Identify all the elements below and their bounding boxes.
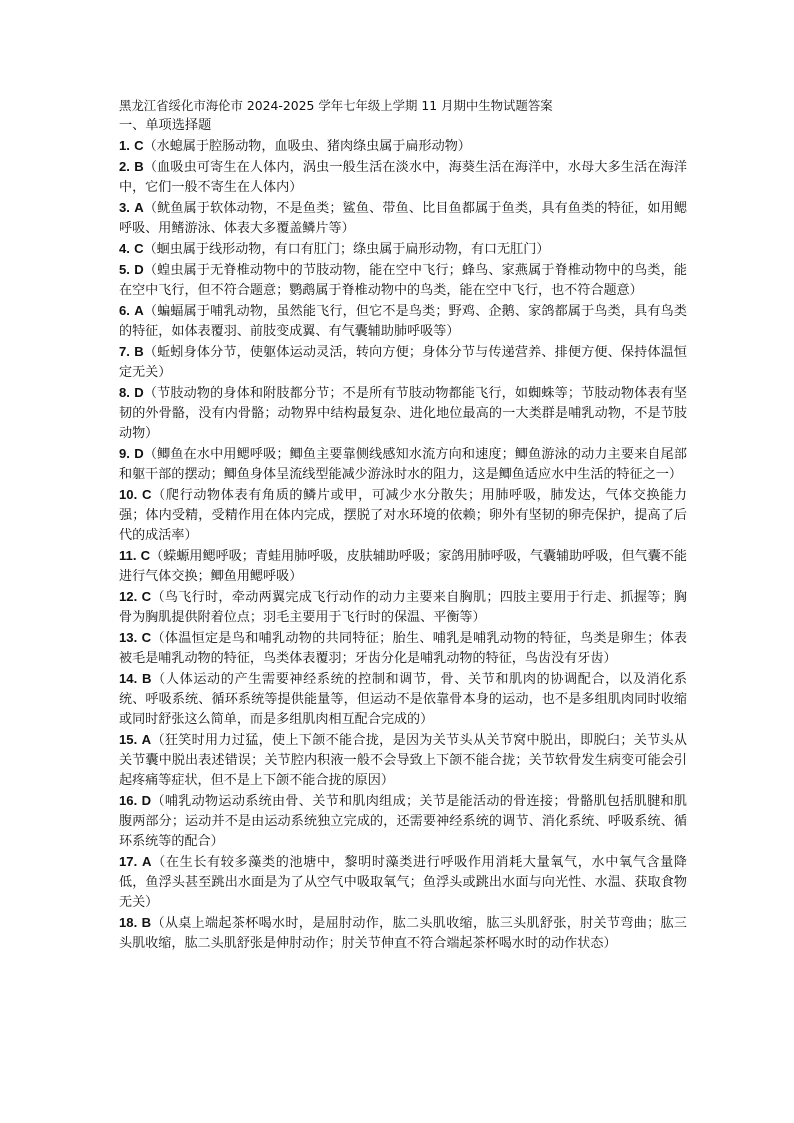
answer-explanation: （哺乳动物运动系统由骨、关节和肌肉组成；关节是能活动的骨连接；骨骼肌包括肌腱和肌腹两部分；运动并不是由运动系统独立完成的，还需要神经系统的调节、消化系统、呼吸系统、循环系统等的配合） xyxy=(119,794,687,849)
answer-explanation: （节肢动物的身体和附肢都分节；不是所有节肢动物都能飞行，如蜘蛛等；节肢动物体表有坚韧的外骨骼，没有内骨骼；动物界中结构最复杂、进化地位最高的一大类群是哺乳动物，不是节肢动物） xyxy=(119,386,687,441)
answer-letter: B xyxy=(134,159,144,174)
answer-item xyxy=(119,546,687,587)
document-page xyxy=(119,96,687,954)
answer-letter: D xyxy=(141,793,152,808)
answer-explanation: （鸟飞行时，牵动两翼完成飞行动作的动力主要来自胸肌；四肢主要用于行走、抓握等；胸骨为胸肌提供附着位点；羽毛主要用于飞行时的保温、平衡等） xyxy=(119,590,687,625)
answer-explanation: （鱿鱼属于软体动物，不是鱼类；鲨鱼、带鱼、比目鱼都属于鱼类，具有鱼类的特征，如用鳃呼吸、用鳍游泳、体表大多覆盖鳞片等） xyxy=(119,201,687,236)
answer-letter: C xyxy=(140,548,151,563)
answer-item xyxy=(119,342,687,383)
question-number: 10. xyxy=(119,487,138,502)
answer-item xyxy=(119,485,687,546)
question-number: 11. xyxy=(119,548,137,563)
question-number: 12. xyxy=(119,589,138,604)
question-number: 18. xyxy=(119,915,138,930)
answer-letter: D xyxy=(134,385,144,400)
answer-item xyxy=(119,913,687,954)
answer-item xyxy=(119,628,687,669)
answer-letter: C xyxy=(141,630,152,645)
answer-item xyxy=(119,239,687,260)
answer-explanation: （人体运动的产生需要神经系统的控制和调节，骨、关节和肌肉的协调配合，以及消化系统、呼吸系统、循环系统等提供能量等，但运动不是依靠骨本身的运动，也不是多组肌肉同时收缩或同时舒张这么简单，而是多组肌肉相互配合完成的） xyxy=(119,672,688,727)
answer-letter: D xyxy=(134,262,144,277)
question-number: 2. xyxy=(119,159,130,174)
answer-explanation: （蝙蝠属于哺乳动物，虽然能飞行，但它不是鸟类；野鸡、企鹅、家鸽都属于鸟类，具有鸟类的特征，如体表覆羽、前肢变成翼、有气囊辅助肺呼吸等） xyxy=(119,304,687,339)
answer-item xyxy=(119,852,687,913)
answer-letter: A xyxy=(142,854,152,869)
answer-item xyxy=(119,383,687,444)
question-number: 13. xyxy=(119,630,138,645)
answer-letter: B xyxy=(141,915,152,930)
answer-letter: B xyxy=(134,344,144,359)
answer-letter: A xyxy=(134,200,144,215)
question-number: 14. xyxy=(119,671,138,686)
question-number: 16. xyxy=(119,793,138,808)
answer-letter: A xyxy=(134,303,144,318)
answer-item xyxy=(119,136,687,157)
answer-item xyxy=(119,730,687,791)
answer-letter: C xyxy=(134,241,144,256)
answer-item xyxy=(119,157,687,198)
question-number: 4. xyxy=(119,241,130,256)
answer-item xyxy=(119,301,687,342)
document-title: 黑龙江省绥化市海伦市 2024-2025 学年七年级上学期 11 月期中生物试题答案 xyxy=(119,98,553,113)
answer-list xyxy=(119,136,687,954)
answer-item xyxy=(119,791,687,852)
answer-item xyxy=(119,587,687,628)
answer-item xyxy=(119,444,687,485)
question-number: 8. xyxy=(119,385,130,400)
answer-explanation: （从桌上端起茶杯喝水时，是屈肘动作，肱二头肌收缩，肱三头肌舒张，肘关节弯曲；肱三头肌收缩，肱二头肌舒张是伸肘动作；肘关节伸直不符合端起茶杯喝水时的动作状态） xyxy=(119,916,687,951)
answer-explanation: （蛔虫属于线形动物，有口有肛门；绦虫属于扁形动物，有口无肛门） xyxy=(143,242,550,257)
answer-letter: C xyxy=(134,138,144,153)
answer-explanation: （狂笑时用力过猛，使上下颌不能合拢，是因为关节头从关节窝中脱出，即脱臼；关节头从关节囊中脱出表述错误；关节腔内积液一般不会导致上下颌不能合拢；关节软骨发生病变可能会引起疼痛等症状，但不是上下颌不能合拢的原因） xyxy=(119,733,687,788)
answer-item xyxy=(119,260,687,301)
answer-explanation: （水螅属于腔肠动物，血吸虫、猪肉绦虫属于扁形动物） xyxy=(143,139,471,154)
answer-explanation: （蝗虫属于无脊椎动物中的节肢动物，能在空中飞行；蜂鸟、家燕属于脊椎动物中的鸟类，能在空中飞行，但不符合题意；鹦鹉属于脊椎动物中的鸟类，能在空中飞行，也不符合题意） xyxy=(119,263,687,298)
answer-item xyxy=(119,669,687,730)
question-number: 5. xyxy=(119,262,130,277)
answer-letter: C xyxy=(141,589,152,604)
question-number: 3. xyxy=(119,200,130,215)
answer-letter: D xyxy=(134,446,144,461)
question-number: 15. xyxy=(119,732,138,747)
section-title: 一、单项选择题 xyxy=(119,118,212,133)
question-number: 9. xyxy=(119,446,130,461)
question-number: 17. xyxy=(119,854,138,869)
answer-letter: B xyxy=(142,671,152,686)
answer-explanation: （鲫鱼在水中用鳃呼吸；鲫鱼主要靠侧线感知水流方向和速度；鲫鱼游泳的动力主要来自尾部和躯干部的摆动；鲫鱼身体呈流线型能减少游泳时水的阻力，这是鲫鱼适应水中生活的特征之一） xyxy=(119,447,687,482)
answer-explanation: （爬行动物体表有角质的鳞片或甲，可减少水分散失；用肺呼吸，肺发达，气体交换能力强；体内受精，受精作用在体内完成，摆脱了对水环境的依赖；卵外有坚韧的卵壳保护，提高了后代的成活率） xyxy=(119,488,688,543)
answer-item xyxy=(119,198,687,239)
answer-explanation: （在生长有较多藻类的池塘中，黎明时藻类进行呼吸作用消耗大量氧气，水中氧气含量降低，鱼浮头甚至跳出水面是为了从空气中吸取氧气；鱼浮头或跳出水面与向光性、水温、获取食物无关） xyxy=(119,855,688,910)
answer-explanation: （蚯蚓身体分节，使躯体运动灵活，转向方便；身体分节与传递营养、排便方便、保持体温恒定无关） xyxy=(119,345,687,380)
question-number: 7. xyxy=(119,344,130,359)
answer-explanation: （蝾螈用鳃呼吸；青蛙用肺呼吸，皮肤辅助呼吸；家鸽用肺呼吸，气囊辅助呼吸，但气囊不能进行气体交换；鲫鱼用鳃呼吸） xyxy=(119,549,687,584)
answer-letter: A xyxy=(141,732,152,747)
answer-explanation: （体温恒定是鸟和哺乳动物的共同特征；胎生、哺乳是哺乳动物的特征，鸟类是卵生；体表被毛是哺乳动物的特征，鸟类体表覆羽；牙齿分化是哺乳动物的特征，鸟齿没有牙齿） xyxy=(119,631,687,666)
question-number: 1. xyxy=(119,138,130,153)
answer-explanation: （血吸虫可寄生在人体内，涡虫一般生活在淡水中，海葵生活在海洋中，水母大多生活在海洋中，它们一般不寄生在人体内） xyxy=(119,160,687,195)
answer-letter: C xyxy=(142,487,152,502)
question-number: 6. xyxy=(119,303,130,318)
